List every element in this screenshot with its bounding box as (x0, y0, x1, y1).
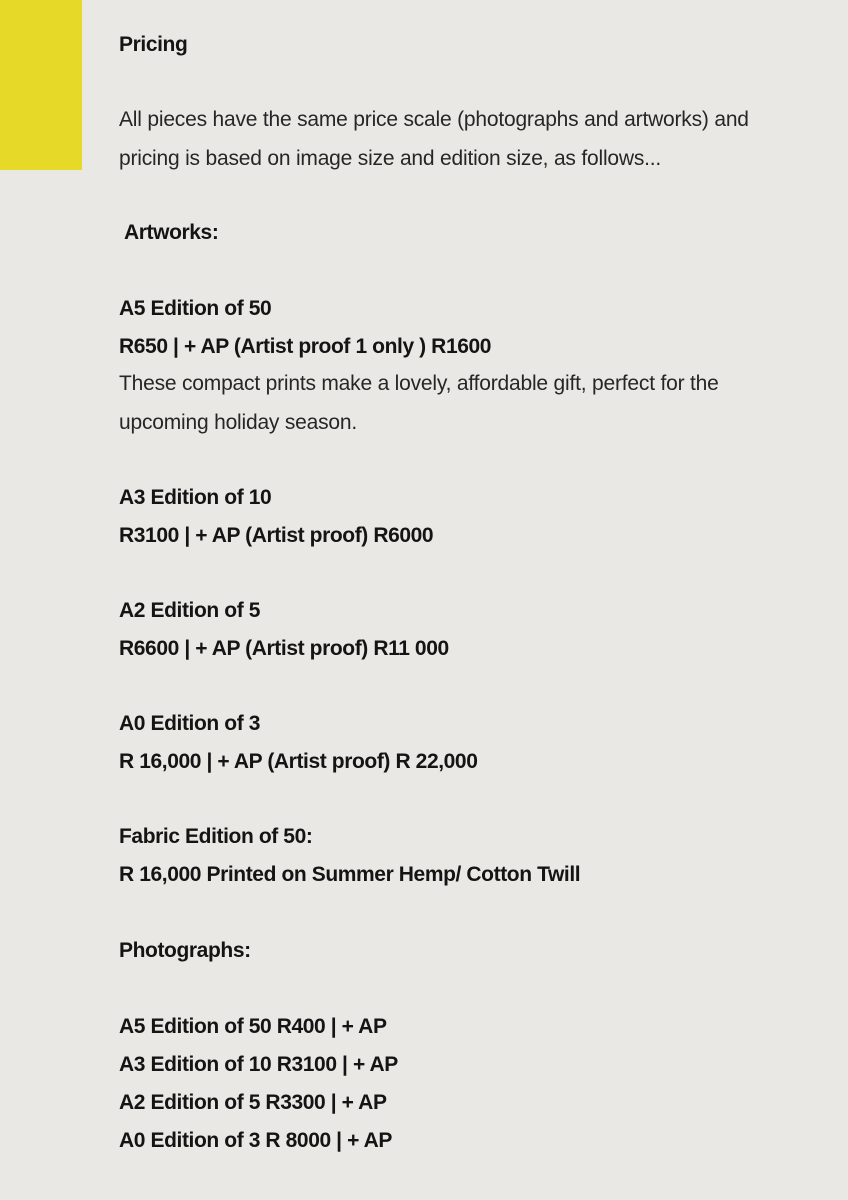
artwork-a2-price: R6600 | + AP (Artist proof) R11 000 (119, 637, 449, 660)
artwork-a3-price: R3100 | + AP (Artist proof) R6000 (119, 524, 434, 547)
photo-a3: A3 Edition of 10 R3100 | + AP (119, 1053, 398, 1076)
photo-a5: A5 Edition of 50 R400 | + AP (119, 1015, 387, 1038)
photographs-heading: Photographs: (119, 939, 251, 962)
artwork-a2-edition: A2 Edition of 5 (119, 599, 261, 622)
artwork-a3-edition: A3 Edition of 10 (119, 486, 272, 509)
photo-a2: A2 Edition of 5 R3300 | + AP (119, 1091, 387, 1114)
fabric-edition: Fabric Edition of 50: (119, 825, 313, 848)
photo-a0: A0 Edition of 3 R 8000 | + AP (119, 1129, 392, 1152)
page-title: Pricing (119, 33, 188, 56)
artwork-a0-price: R 16,000 | + AP (Artist proof) R 22,000 (119, 750, 478, 773)
intro-line-1: All pieces have the same price scale (photographs and artworks) and (119, 108, 749, 131)
artworks-heading: Artworks: (124, 221, 219, 244)
artwork-a5-edition: A5 Edition of 50 (119, 297, 272, 320)
fabric-price: R 16,000 Printed on Summer Hemp/ Cotton Twill (119, 863, 581, 886)
artwork-a5-price: R650 | + AP (Artist proof 1 only ) R1600 (119, 335, 492, 358)
artwork-a5-note-2: upcoming holiday season. (119, 411, 358, 434)
yellow-accent-block (0, 0, 82, 170)
intro-line-2: pricing is based on image size and edition size, as follows... (119, 147, 662, 170)
artwork-a5-note-1: These compact prints make a lovely, affordable gift, perfect for the (119, 372, 719, 395)
artwork-a0-edition: A0 Edition of 3 (119, 712, 261, 735)
